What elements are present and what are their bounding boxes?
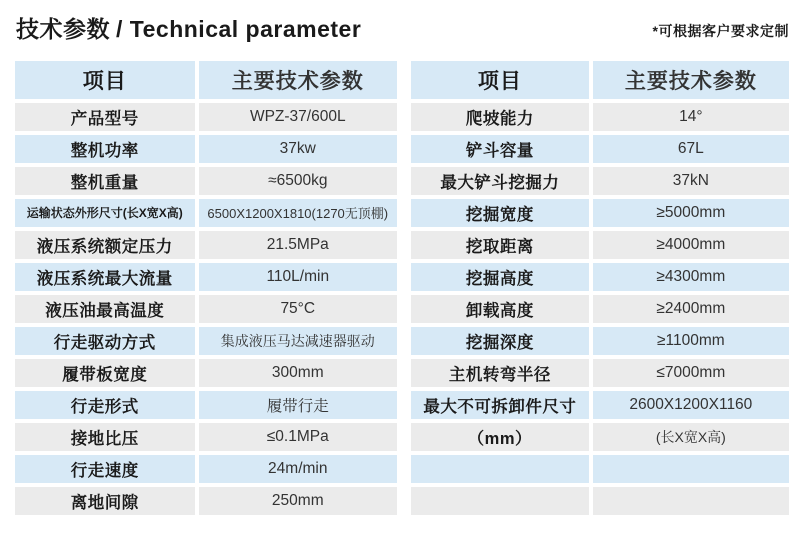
table-header-row — [411, 61, 789, 99]
param-name-cell: 行走形式 — [15, 391, 195, 419]
param-name-cell: 履带板宽度 — [15, 359, 195, 387]
param-value-cell: ≥5000mm — [593, 199, 789, 227]
topbar — [0, 0, 800, 44]
param-value-cell: WPZ-37/600L — [199, 103, 397, 131]
spec-row — [411, 167, 789, 195]
param-name-cell: 产品型号 — [15, 103, 195, 131]
param-value-cell: 6500X1200X1810(1270无顶棚) — [199, 199, 397, 227]
param-value-cell: 21.5MPa — [199, 231, 397, 259]
tables-container — [15, 61, 800, 515]
column-header-item: 项目 — [15, 61, 195, 99]
param-name-cell: 最大不可拆卸件尺寸 — [411, 391, 589, 419]
spec-row — [411, 103, 789, 131]
spec-row — [15, 263, 397, 291]
param-value-cell: 2600X1200X1160 — [593, 391, 789, 419]
spec-row — [411, 135, 789, 163]
table-header-row — [15, 61, 397, 99]
param-name-cell: 铲斗容量 — [411, 135, 589, 163]
spec-table-right — [411, 61, 789, 515]
param-name-cell: （mm） — [411, 423, 589, 451]
spec-row — [15, 295, 397, 323]
param-name-cell: 接地比压 — [15, 423, 195, 451]
param-value-cell: ≤0.1MPa — [199, 423, 397, 451]
spec-row — [15, 391, 397, 419]
param-name-cell — [411, 487, 589, 515]
param-name-cell: 行走驱动方式 — [15, 327, 195, 355]
page-title-en: / Technical parameter — [116, 16, 362, 42]
param-value-cell: 24m/min — [199, 455, 397, 483]
param-name-cell: 离地间隙 — [15, 487, 195, 515]
spec-row — [411, 327, 789, 355]
spec-row — [15, 167, 397, 195]
param-value-cell: 300mm — [199, 359, 397, 387]
param-name-cell: 整机重量 — [15, 167, 195, 195]
param-value-cell — [593, 487, 789, 515]
page-title-zh: 技术参数 — [16, 16, 110, 42]
spec-row — [411, 231, 789, 259]
spec-row — [15, 327, 397, 355]
param-name-cell: 挖掘高度 — [411, 263, 589, 291]
param-value-cell: ≥4300mm — [593, 263, 789, 291]
param-value-cell: 14° — [593, 103, 789, 131]
spec-row — [15, 487, 397, 515]
customization-note: *可根据客户要求定制 — [652, 22, 789, 39]
param-name-cell: 行走速度 — [15, 455, 195, 483]
spec-row-empty — [411, 487, 789, 515]
param-name-cell: 液压系统额定压力 — [15, 231, 195, 259]
spec-row — [15, 199, 397, 227]
spec-row — [411, 359, 789, 387]
param-name-cell — [411, 455, 589, 483]
param-value-cell: ≥1100mm — [593, 327, 789, 355]
spec-row — [411, 423, 789, 451]
param-value-cell: ≥4000mm — [593, 231, 789, 259]
spec-row — [15, 455, 397, 483]
column-header-params: 主要技术参数 — [593, 61, 789, 99]
spec-row — [15, 103, 397, 131]
param-value-cell: 110L/min — [199, 263, 397, 291]
spec-row — [411, 295, 789, 323]
spec-row — [411, 263, 789, 291]
param-value-cell: 37kN — [593, 167, 789, 195]
param-name-cell: 挖掘深度 — [411, 327, 589, 355]
param-value-cell: 集成液压马达减速器驱动 — [199, 327, 397, 355]
param-value-cell: 67L — [593, 135, 789, 163]
spec-row-empty — [411, 455, 789, 483]
param-name-cell: 液压系统最大流量 — [15, 263, 195, 291]
param-value-cell: 履带行走 — [199, 391, 397, 419]
column-header-item: 项目 — [411, 61, 589, 99]
param-name-cell: 最大铲斗挖掘力 — [411, 167, 589, 195]
param-name-cell: 挖取距离 — [411, 231, 589, 259]
column-header-params: 主要技术参数 — [199, 61, 397, 99]
spec-row — [15, 423, 397, 451]
param-value-cell: 250mm — [199, 487, 397, 515]
spec-row — [15, 231, 397, 259]
spec-row — [411, 199, 789, 227]
param-value-cell — [593, 455, 789, 483]
param-value-cell: ≥2400mm — [593, 295, 789, 323]
param-value-cell: ≈6500kg — [199, 167, 397, 195]
param-name-cell: 液压油最高温度 — [15, 295, 195, 323]
param-name-cell: 挖掘宽度 — [411, 199, 589, 227]
param-name-cell: 整机功率 — [15, 135, 195, 163]
spec-row — [411, 391, 789, 419]
param-value-cell: (长X宽X高) — [593, 423, 789, 451]
param-value-cell: 37kw — [199, 135, 397, 163]
spec-row — [15, 359, 397, 387]
param-value-cell: ≤7000mm — [593, 359, 789, 387]
param-name-cell: 卸载高度 — [411, 295, 589, 323]
param-value-cell: 75°C — [199, 295, 397, 323]
spec-row — [15, 135, 397, 163]
spec-table-left — [15, 61, 397, 515]
param-name-cell: 运输状态外形尺寸(长X宽X高) — [15, 199, 195, 227]
page-title — [16, 15, 361, 44]
param-name-cell: 主机转弯半径 — [411, 359, 589, 387]
param-name-cell: 爬坡能力 — [411, 103, 589, 131]
